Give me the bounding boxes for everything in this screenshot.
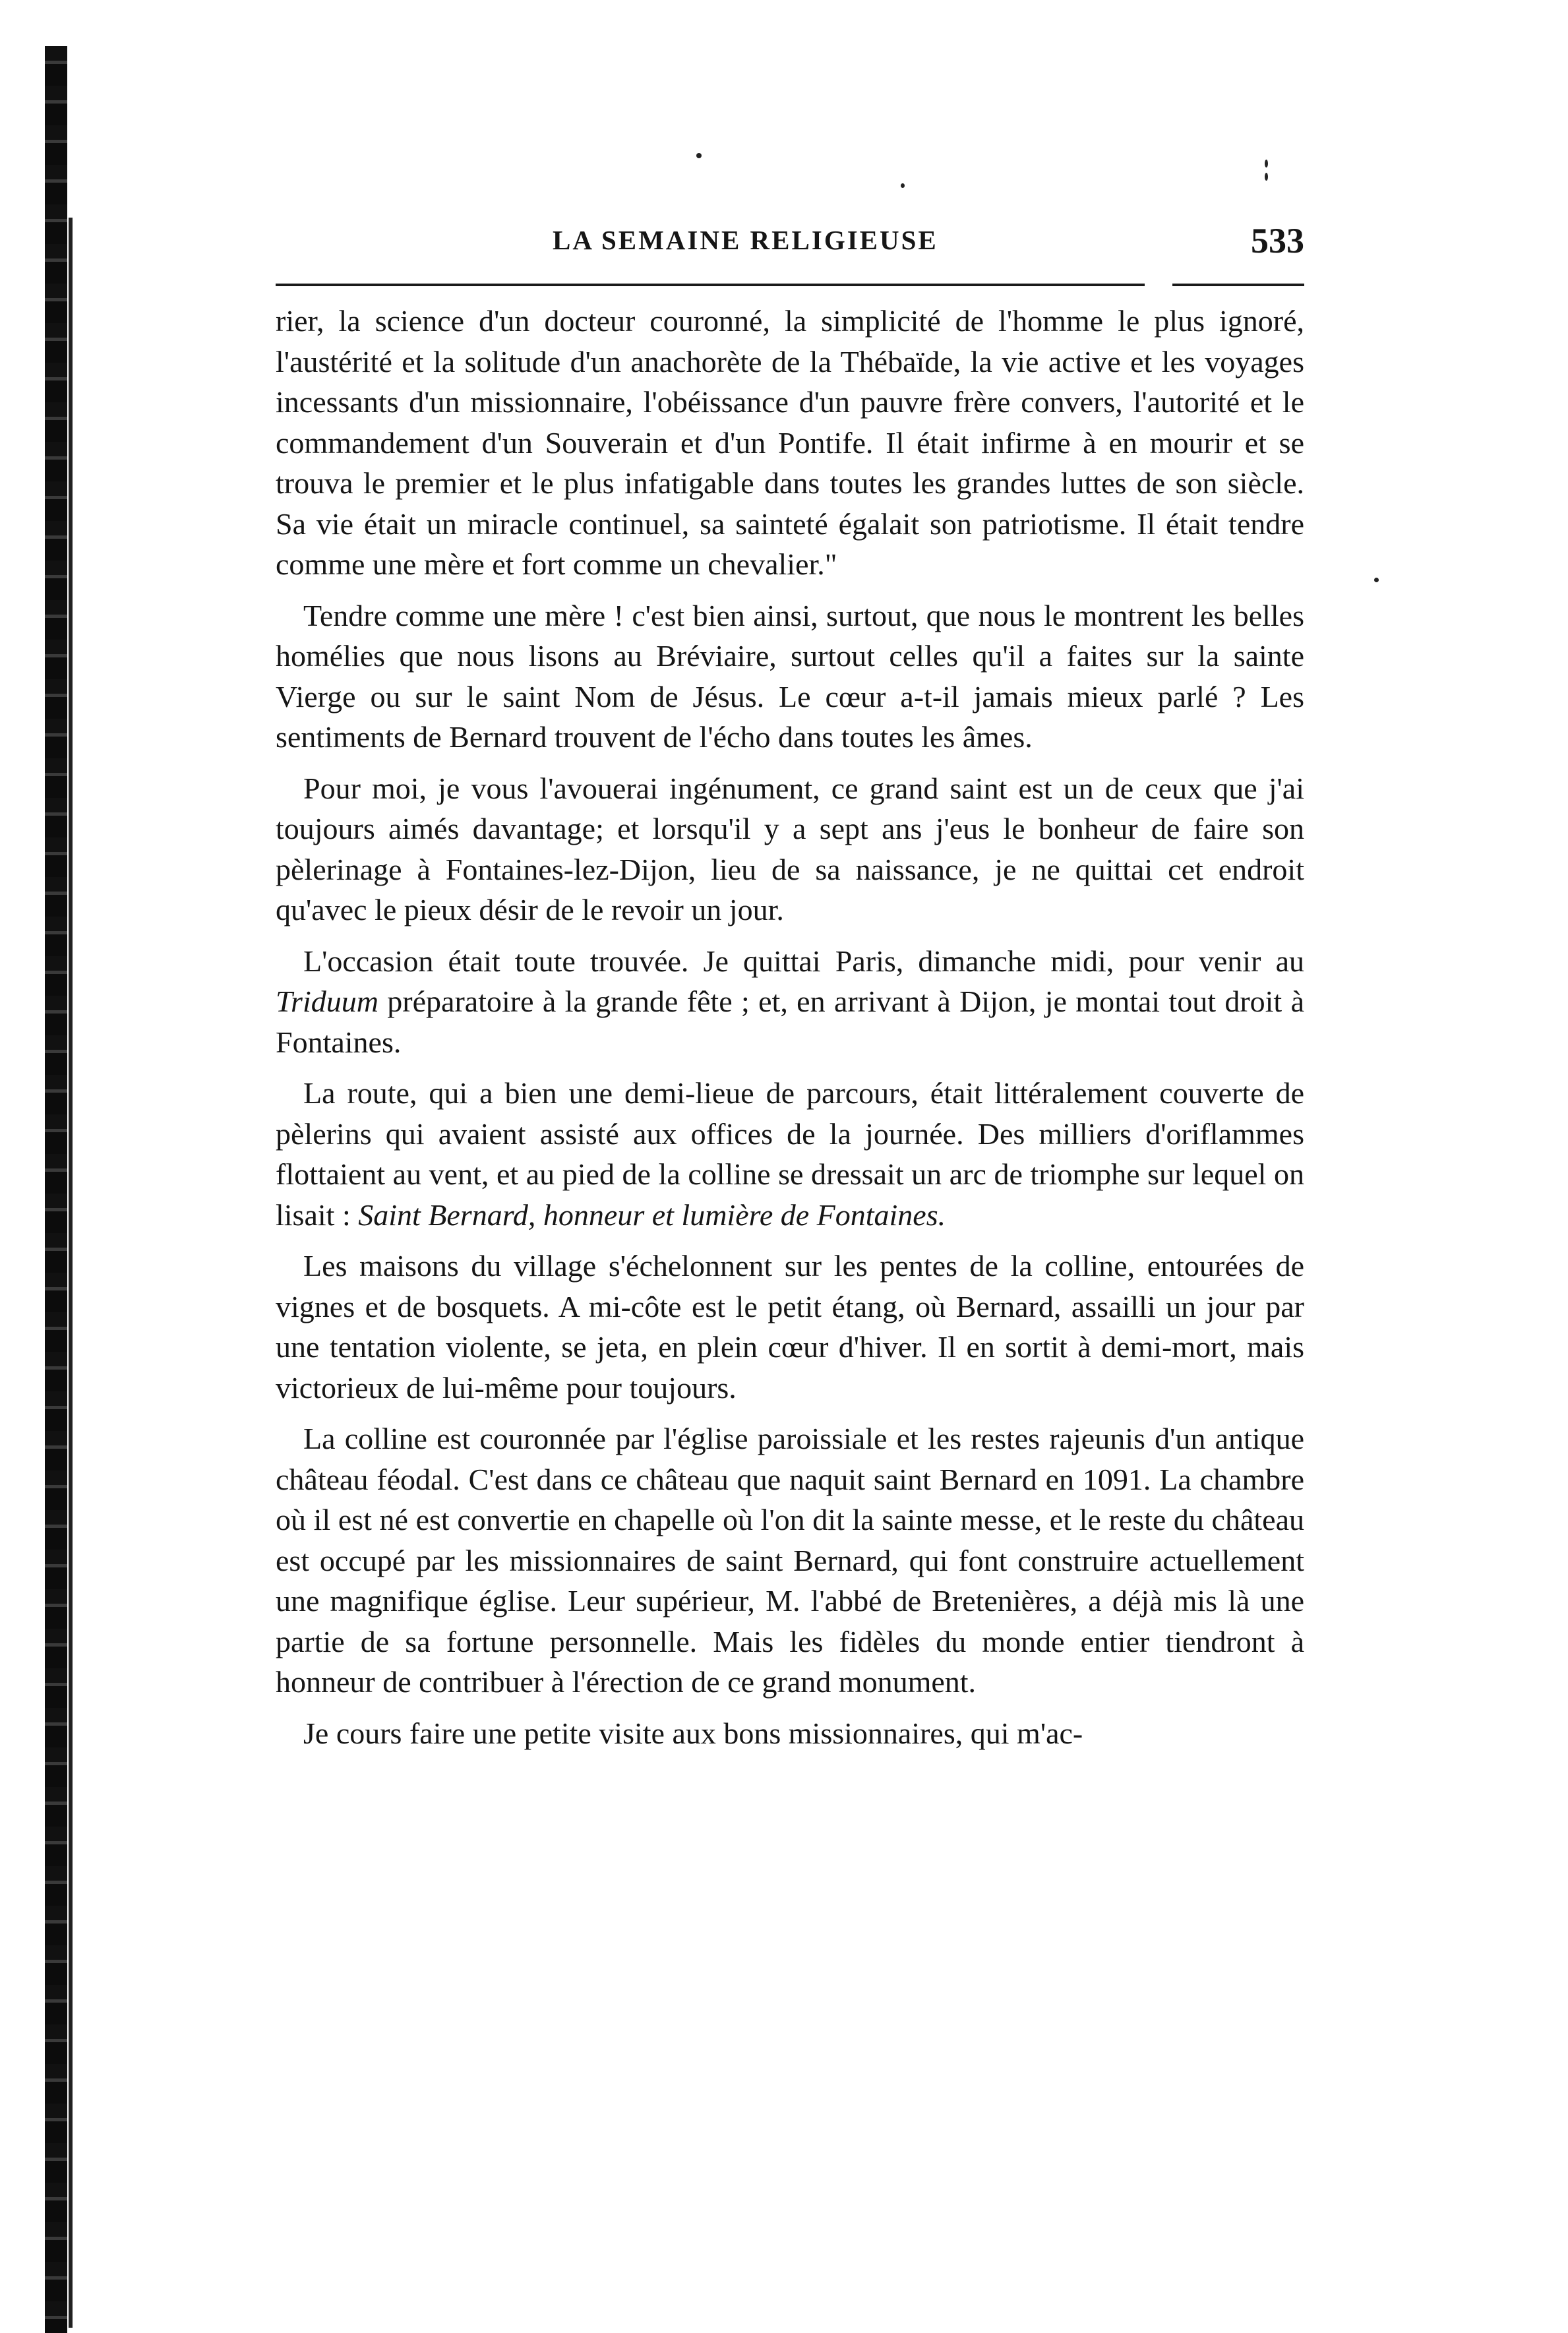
paragraph bbox=[276, 941, 1304, 1063]
page-binding-edge bbox=[45, 46, 67, 2333]
paragraph: Pour moi, je vous l'avouerai ingénument, ce grand saint est un de ceux que j'ai toujours aimés davantage; et lorsqu'il y a sept ans j'eus le bonheur de faire son pèlerinage à Fontaines-lez-Dijon, lieu de sa naissance, je ne quittai cet endroit qu'avec le pieux désir de le revoir un jour. bbox=[276, 771, 1304, 926]
ink-speck bbox=[1265, 160, 1268, 167]
paragraph: Les maisons du village s'échelonnent sur les pentes de la colline, entourées de vignes et de bosquets. A mi-côte est le petit étang, où Bernard, assailli un jour par une tentation violente, se jeta, en plein cœur d'hiver. Il en sortit à demi-mort, mais victorieux de lui-même pour toujours. bbox=[276, 1249, 1304, 1405]
paragraph-text: La route, qui a bien une demi-lieue de parcours, était littéralement couverte de pèlerins qui avaient assisté aux offices de la journée. Des milliers d'oriflammes flottaient au vent, et au pied de la colline se dressait un arc de triomphe sur lequel on lisait : bbox=[276, 1076, 1304, 1232]
header-rule bbox=[276, 284, 1145, 286]
page-header bbox=[276, 221, 1304, 264]
page-binding-shadow bbox=[69, 218, 73, 2328]
running-title: LA SEMAINE RELIGIEUSE bbox=[553, 225, 938, 255]
paragraph bbox=[276, 1073, 1304, 1235]
ink-speck bbox=[696, 153, 702, 158]
italic-inscription: Saint Bernard, honneur et lumière de Fontaines. bbox=[358, 1197, 946, 1232]
paragraph-text: L'occasion était toute trouvée. Je quittai Paris, dimanche midi, pour venir au bbox=[303, 944, 1304, 978]
page-number: 533 bbox=[1251, 221, 1304, 260]
italic-term: Triduum bbox=[276, 985, 378, 1018]
paragraph-text: préparatoire à la grande fête ; et, en arrivant à Dijon, je montai tout droit à Fontaines. bbox=[276, 985, 1304, 1059]
ink-speck bbox=[1265, 173, 1268, 181]
body-text bbox=[276, 301, 1304, 1764]
header-rule-short bbox=[1172, 284, 1304, 286]
ink-speck bbox=[901, 183, 905, 188]
paragraph: La colline est couronnée par l'église paroissiale et les restes rajeunis d'un antique château féodal. C'est dans ce château que naquit saint Bernard en 1091. La chambre où il est né est convertie en chapelle où l'on dit la sainte messe, et le reste du château est occupé par les missionnaires de saint Bernard, qui font construire actuellement une magnifique église. Leur supérieur, M. l'abbé de Bretenières, a déjà mis là une partie de sa fortune personnelle. Mais les fidèles du monde entier tiendront à honneur de contribuer à l'érection de ce grand monument. bbox=[276, 1422, 1304, 1699]
paragraph: Je cours faire une petite visite aux bons missionnaires, qui m'ac- bbox=[303, 1716, 1083, 1750]
paragraph: Tendre comme une mère ! c'est bien ainsi, surtout, que nous le montrent les belles homélies que nous lisons au Bréviaire, surtout celles qu'il a faites sur la sainte Vierge ou sur le saint Nom de Jésus. Le cœur a-t-il jamais mieux parlé ? Les sentiments de Bernard trouvent de l'écho dans toutes les âmes. bbox=[276, 598, 1304, 754]
paragraph: rier, la science d'un docteur couronné, la simplicité de l'homme le plus ignoré, l'austérité et la solitude d'un anachorète de la Thébaïde, la vie active et les voyages incessants d'un missionnaire, l'obéissance d'un pauvre frère convers, l'autorité et le commandement d'un Souverain et d'un Pontife. Il était infirme à en mourir et se trouva le premier et le plus infatigable dans toutes les grandes luttes de son siècle. Sa vie était un miracle continuel, sa sainteté égalait son patriotisme. Il était tendre comme une mère et fort comme un chevalier." bbox=[276, 304, 1304, 581]
ink-speck bbox=[1374, 578, 1379, 582]
